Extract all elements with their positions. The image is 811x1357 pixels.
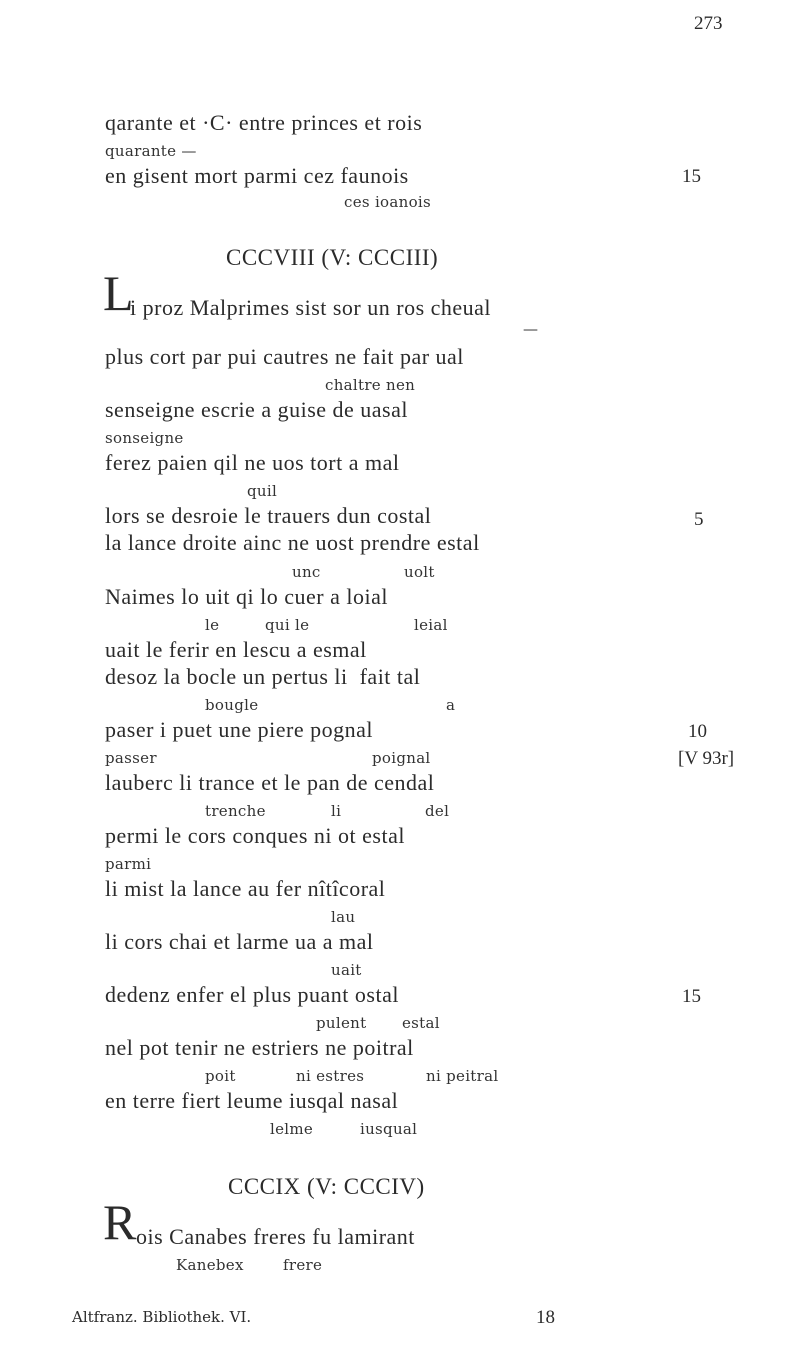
variant-word: poit bbox=[205, 1067, 236, 1085]
verse-line: paser i puet une piere pognal bbox=[105, 717, 374, 742]
line-number: 15 bbox=[682, 166, 701, 187]
variant-word: uait bbox=[331, 961, 362, 979]
verse-line: en terre fiert leume iusqal nasal bbox=[105, 1088, 399, 1113]
line-number: 5 bbox=[694, 509, 704, 530]
verse-line: dedenz enfer el plus puant ostal bbox=[105, 982, 399, 1007]
variant-word: ni estres bbox=[296, 1067, 365, 1085]
line-number: 10 bbox=[688, 721, 707, 742]
variant-word: iusqual bbox=[360, 1120, 418, 1138]
verse-line: ferez paien qil ne uos tort a mal bbox=[105, 450, 400, 475]
verse-line: lauberc li trance et le pan de cendal bbox=[105, 770, 435, 795]
variant-word: li bbox=[331, 802, 342, 820]
variant-word: lau bbox=[331, 908, 356, 926]
variant-word: ni peitral bbox=[426, 1067, 499, 1085]
verse-line: la lance droite ainc ne uost prendre estal bbox=[105, 530, 480, 555]
verse-line: lors se desroie le trauers dun costal bbox=[105, 503, 432, 528]
drop-capital: L bbox=[103, 265, 134, 321]
verse-line: i proz Malprimes sist sor un ros cheual bbox=[130, 295, 492, 320]
variant-word: Kanebex bbox=[176, 1256, 244, 1274]
variant-line: quil bbox=[247, 482, 278, 500]
verse-line: plus cort par pui cautres ne fait par ual bbox=[105, 344, 464, 369]
variant-word: trenche bbox=[205, 802, 266, 820]
verse-line: li cors chai et larme ua a mal bbox=[105, 929, 374, 954]
variant-mark: — bbox=[523, 320, 539, 338]
variant-line: ces ioanois bbox=[344, 193, 432, 211]
variant-word: le bbox=[205, 616, 220, 634]
footer-imprint: Altfranz. Bibliothek. VI. bbox=[72, 1308, 252, 1326]
variant-word: qui le bbox=[265, 616, 310, 634]
verse-line: senseigne escrie a guise de uasal bbox=[105, 397, 408, 422]
folio-marker: [V 93r] bbox=[678, 748, 735, 769]
variant-word: passer bbox=[105, 749, 157, 767]
section-heading: CCCIX (V: CCCIV) bbox=[228, 1174, 425, 1199]
variant-word: estal bbox=[402, 1014, 440, 1032]
verse-line: qarante et ·C· entre princes et rois bbox=[105, 110, 423, 135]
verse-line: ois Canabes freres fu lamirant bbox=[136, 1224, 415, 1249]
verse-line: li mist la lance au fer nîtîcoral bbox=[105, 876, 386, 901]
variant-line: quarante — bbox=[105, 142, 197, 160]
variant-word: del bbox=[425, 802, 450, 820]
page-number: 273 bbox=[694, 13, 723, 34]
verse-line: en gisent mort parmi cez faunois bbox=[105, 163, 409, 188]
verse-line: permi le cors conques ni ot estal bbox=[105, 823, 405, 848]
verse-line: uait le ferir en lescu a esmal bbox=[105, 637, 367, 662]
verse-line: desoz la bocle un pertus li fait tal bbox=[105, 664, 421, 689]
drop-capital: R bbox=[103, 1194, 137, 1250]
variant-word: pulent bbox=[316, 1014, 367, 1032]
variant-word: frere bbox=[283, 1256, 323, 1274]
variant-word: bougle bbox=[205, 696, 259, 714]
variant-word: a bbox=[446, 696, 456, 714]
verse-line: nel pot tenir ne estriers ne poitral bbox=[105, 1035, 414, 1060]
variant-word: unc bbox=[292, 563, 321, 581]
section-heading: CCCVIII (V: CCCIII) bbox=[226, 245, 439, 270]
line-number: 15 bbox=[682, 986, 701, 1007]
variant-word: uolt bbox=[404, 563, 435, 581]
variant-word: leial bbox=[414, 616, 448, 634]
variant-line: chaltre nen bbox=[325, 376, 416, 394]
variant-word: lelme bbox=[270, 1120, 314, 1138]
variant-line: sonseigne bbox=[105, 429, 184, 447]
variant-word: poignal bbox=[372, 749, 431, 767]
sheet-signature: 18 bbox=[536, 1307, 555, 1328]
variant-word: parmi bbox=[105, 855, 152, 873]
verse-line: Naimes lo uit qi lo cuer a loial bbox=[105, 584, 388, 609]
